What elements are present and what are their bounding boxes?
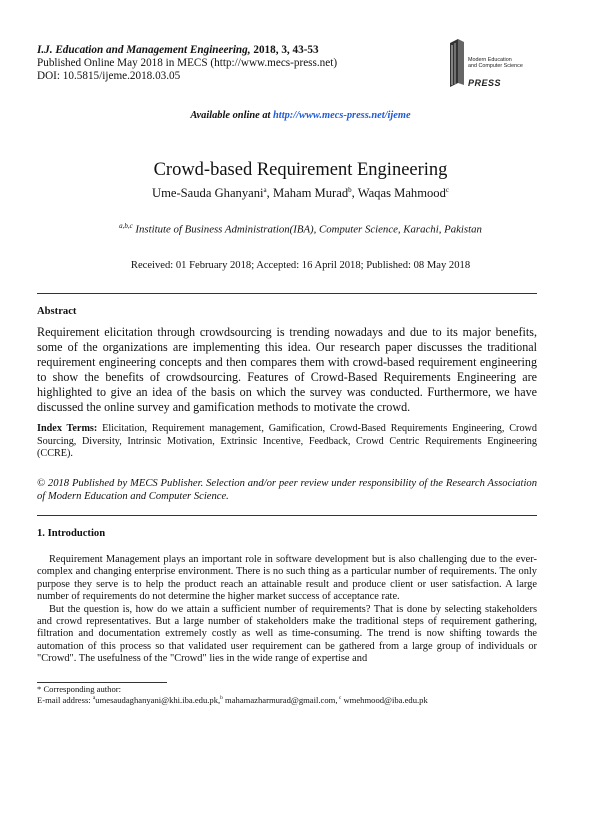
- author-name: Maham Murad: [272, 186, 349, 201]
- email-addresses: [37, 695, 428, 705]
- email-label: E-mail address:: [37, 695, 93, 705]
- section-body: [37, 554, 537, 666]
- logo-press: PRESS: [468, 78, 502, 88]
- publisher-logo: [448, 33, 558, 91]
- abstract-heading: Abstract: [37, 306, 77, 317]
- journal-url-link[interactable]: http://www.mecs-press.net/ijeme: [273, 110, 411, 121]
- divider: [37, 515, 537, 516]
- footnote-divider: [37, 682, 167, 683]
- paragraph: Requirement Management plays an important role in software development but is also challenging due to the ever-complex and changing enterprise environment. There is no such thing as a particular number of requirements. The only purpose they serve is to help the product reach an attainable result and produce client or user satisfaction. A large number of requirements do not determine the higher market success of acceptance rate.: [37, 554, 537, 603]
- author-name: Waqas Mahmood: [357, 186, 446, 201]
- index-terms-label: Index Terms:: [37, 423, 103, 434]
- affiliation-sup: a,b,c: [119, 222, 133, 230]
- affiliation: [0, 222, 601, 236]
- author-list: Ume-Sauda Ghanyani$^a$, Maham Murad$^b$, Waqas Mahmood$^c$: [151, 186, 450, 201]
- logo-line-2: and Computer Science: [468, 63, 523, 69]
- available-online: [0, 110, 601, 121]
- logo-line-1: Modern Education: [468, 57, 512, 63]
- email-address[interactable]: mahamazharmurad@gmail.com,: [222, 695, 338, 705]
- email-address[interactable]: wmehmood@iba.edu.pk: [341, 695, 428, 705]
- journal-header: [37, 44, 337, 84]
- doi-line: DOI: 10.5815/ijeme.2018.03.05: [37, 70, 181, 83]
- affiliation-text: Institute of Business Administration(IBA), Computer Science, Karachi, Pakistan: [132, 223, 482, 236]
- index-terms: [37, 423, 537, 461]
- available-prefix: Available online at: [190, 110, 274, 121]
- author-name: Ume-Sauda Ghanyani: [151, 186, 264, 201]
- divider: [37, 293, 537, 294]
- journal-citation: [37, 44, 337, 57]
- published-line: Published Online May 2018 in MECS (http://www.mecs-press.net): [37, 57, 338, 70]
- email-sup: b: [220, 695, 223, 702]
- dates-line: Received: 01 February 2018; Accepted: 16 April 2018; Published: 08 May 2018: [130, 260, 471, 271]
- copyright-notice: © 2018 Published by MECS Publisher. Selection and/or peer review under responsibility of the Research Association of Modern Education and Computer Science.: [37, 478, 537, 503]
- journal-volume: 2018, 3, 43-53: [250, 44, 319, 56]
- email-sup: c: [337, 695, 342, 702]
- author-sup: b: [348, 186, 352, 194]
- corresponding-author: * Corresponding author:: [37, 684, 122, 694]
- index-terms-text: Elicitation, Requirement management, Gamification, Crowd-Based Requirements Engineering, Crowd Sourcing, Diversity, Intrinsic Motivation, Extrinsic Incentive, Feedback, Crowd Centric Requirements Engineering (CCRE).: [37, 423, 537, 460]
- paragraph: But the question is, how do we attain a sufficient number of requirements? That is done by selecting stakeholders and crowd representatives. But a large number of stakeholders make the traditional steps of requirement gathering, filtration and documentation extremely costly as well as time-consuming. The trend is now shifting towards the automation of this process so that validated user requirement can be gathered from a large group of individuals or "Crowd". The usefulness of the "Crowd" lies in the wide range of expertise and: [37, 603, 537, 665]
- author-sup: c: [445, 186, 450, 194]
- email-sup: a: [92, 695, 96, 702]
- journal-name: I.J. Education and Management Engineering,: [37, 44, 251, 56]
- section-heading: 1. Introduction: [37, 528, 106, 539]
- email-address[interactable]: umesaudaghanyani@khi.iba.edu.pk,: [95, 695, 221, 705]
- abstract-text: Requirement elicitation through crowdsourcing is trending nowadays and due to its major benefits, some of the organizations are implementing this idea. Our research paper discusses the traditional requirement engineering concepts and then compares them with crowd-based requirement engineering to show the benefits of crowdsourcing. Features of Crowd-Based Requirements Engineering are highlighted to give an idea of the basis on which the survey was conducted. Furthermore, we have discussed the online survey and gamification methods to motivate the crowd.: [37, 325, 537, 415]
- author-sup: a: [263, 186, 267, 194]
- paper-title: Crowd-based Requirement Engineering: [153, 160, 448, 180]
